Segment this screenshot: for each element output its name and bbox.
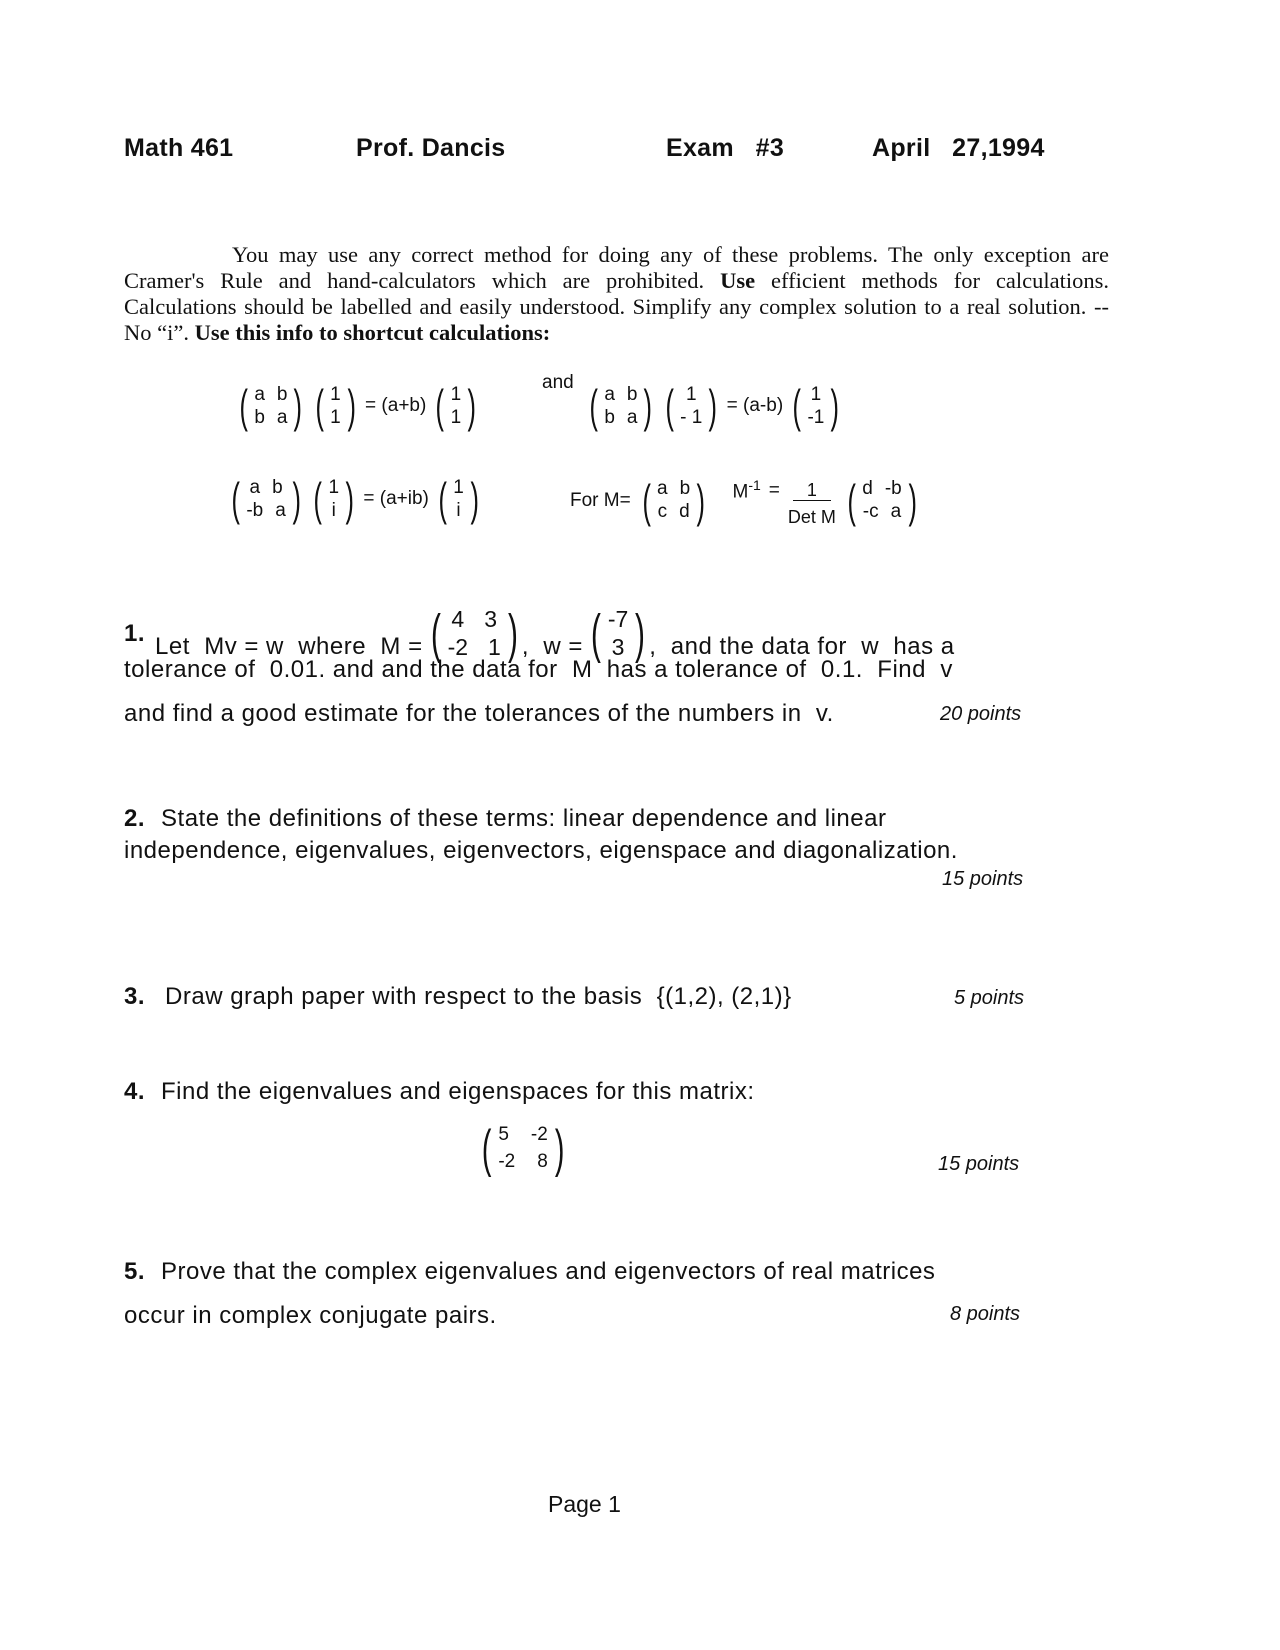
problem-text: Find the eigenvalues and eigenspaces for this matrix: — [161, 1078, 755, 1105]
formula-result-vector: ( 1 -1 ) — [792, 380, 840, 432]
cell: -1 — [807, 406, 825, 428]
cell: 1 — [328, 476, 340, 498]
cell: a — [626, 406, 638, 428]
cell: a — [657, 478, 668, 499]
problem-5-line-2: occur in complex conjugate pairs. — [124, 1302, 497, 1329]
formula-result-vector: ( 1 1 ) — [435, 380, 477, 432]
cell: -2 — [498, 1151, 516, 1172]
instructions-use: Use — [720, 268, 756, 293]
cell: i — [456, 499, 461, 521]
cell: 1 — [330, 383, 341, 405]
problem-2-points: 15 points — [942, 868, 1024, 890]
problem-text: State the definitions of these terms: linear dependence and linear — [161, 805, 887, 832]
cell: -b — [884, 478, 902, 499]
cell: b — [276, 383, 288, 405]
problem-2-line-2: independence, eigenvalues, eigenvectors, eigenspace and diagonalization. — [124, 837, 958, 864]
formula-vector: ( 1 - 1 ) — [665, 380, 718, 432]
cell: b — [679, 478, 691, 499]
cell: a — [604, 383, 615, 405]
formula-equals: = — [768, 479, 780, 501]
problem-3-line-1 — [124, 983, 792, 1011]
instructions-shortcut: Use this info to shortcut calculations: — [194, 320, 551, 345]
formula-eigen-sum — [236, 380, 480, 432]
cell: a — [276, 406, 288, 428]
cell: 8 — [537, 1151, 548, 1172]
exam-date: April 27,1994 — [872, 134, 1045, 162]
cell: c — [657, 501, 668, 522]
formula-matrix: ( a b c d ) — [642, 474, 706, 527]
formula-vector: ( 1 1 ) — [315, 380, 356, 432]
cell: -b — [246, 499, 264, 521]
m-inverse — [733, 477, 761, 503]
cell: 1 — [810, 383, 822, 405]
problem-number: 3. — [124, 983, 146, 1010]
cell: - 1 — [680, 406, 703, 428]
cell: -2 — [447, 634, 469, 660]
formula-complex — [228, 473, 482, 525]
inverse-exponent: -1 — [748, 477, 761, 494]
problem-1-matrix: ( 4 3 -2 1 ) — [430, 603, 518, 664]
cell: a — [254, 383, 265, 405]
formula-equals: = (a-b) — [726, 395, 784, 416]
adjugate-matrix: ( d -b -c a ) — [847, 474, 917, 527]
problem-4-matrix: ( 5 -2 -2 8 ) — [481, 1119, 565, 1178]
problem-5-points: 8 points — [950, 1303, 1021, 1325]
formula-eigen-diff — [586, 380, 843, 432]
problem-text: Draw graph paper with respect to the basis {(1,2), (2,1)} — [165, 983, 792, 1010]
cell: b — [272, 476, 283, 498]
cell: -c — [862, 501, 879, 522]
cell: 3 — [611, 634, 625, 660]
formula-inverse — [570, 476, 920, 525]
problem-2-line-1 — [124, 805, 886, 833]
course-title: Math 461 — [124, 134, 234, 162]
cell: 1 — [330, 406, 341, 428]
cell: b — [254, 406, 265, 428]
cell: 3 — [484, 606, 498, 632]
cell: 1 — [685, 383, 697, 405]
professor-name: Prof. Dancis — [356, 134, 506, 162]
formula-equals: = (a+b) — [365, 395, 427, 416]
problem-1-points: 20 points — [940, 703, 1022, 725]
problem-number: 1. — [124, 619, 146, 647]
cell: 4 — [451, 606, 465, 632]
cell: a — [275, 499, 286, 521]
page-number: Page 1 — [548, 1491, 621, 1517]
cell: 1 — [488, 634, 501, 660]
instructions-text-2: efficient methods for calculations. Calculations should be labelled and easily understood. Simplify any complex solution to a real solution. -- No “i”. — [124, 268, 1109, 345]
problem-1-line-3: and find a good estimate for the tolerances of the numbers in v. — [124, 700, 834, 727]
formula-vector: ( 1 i ) — [313, 473, 354, 525]
problem-1-line-2: tolerance of 0.01. and and the data for M has a tolerance of 0.1. Find v — [124, 656, 953, 683]
m-symbol: M — [732, 481, 749, 503]
cell: d — [679, 501, 690, 522]
problem-number: 4. — [124, 1078, 146, 1105]
cell: 1 — [450, 383, 462, 405]
formula-matrix: ( a b -b a ) — [231, 473, 301, 525]
cell: i — [331, 499, 336, 521]
fraction — [788, 480, 836, 529]
fraction-denominator: Det M — [787, 507, 836, 527]
problem-3-points: 5 points — [954, 987, 1025, 1009]
problem-1-w-vector: ( -7 3 ) — [590, 603, 646, 664]
cell: 1 — [453, 476, 464, 498]
cell: b — [604, 406, 615, 428]
cell: 5 — [498, 1124, 509, 1145]
exam-number: Exam #3 — [666, 134, 785, 162]
problem-1-line-1 — [124, 603, 955, 664]
problem-4-points: 15 points — [938, 1153, 1020, 1175]
problem-number: 5. — [124, 1258, 146, 1285]
formula-matrix: ( a b b a ) — [589, 380, 653, 432]
instructions-text: You may use any correct method for doing any of these problems. The only exception are Cramer's Rule and hand-calculators which are prohibited. — [124, 242, 1109, 293]
fraction-numerator: 1 — [793, 480, 831, 501]
problem-text: Let Mv = w where M = — [155, 632, 423, 660]
cell: a — [890, 501, 902, 522]
formula-matrix: ( a b b a ) — [239, 380, 303, 432]
instructions-paragraph — [124, 242, 1109, 346]
problem-4-line-1 — [124, 1078, 755, 1106]
for-m-label: For M= — [570, 489, 631, 511]
problem-4-matrix-wrap — [478, 1119, 568, 1178]
problem-5-line-1 — [124, 1258, 935, 1286]
cell: -7 — [607, 606, 629, 632]
problem-text: , w = — [521, 632, 583, 660]
formula-result-vector: ( 1 i ) — [438, 473, 479, 525]
and-label: and — [542, 372, 574, 393]
problem-text: Prove that the complex eigenvalues and eigenvectors of real matrices — [161, 1258, 936, 1285]
cell: d — [862, 478, 873, 499]
cell: -2 — [530, 1124, 548, 1145]
formula-equals: = (a+ib) — [363, 488, 429, 509]
cell: b — [626, 383, 638, 405]
problem-text: , and the data for w has a — [649, 632, 955, 660]
problem-number: 2. — [124, 805, 146, 832]
cell: a — [249, 476, 261, 498]
cell: 1 — [450, 406, 462, 428]
